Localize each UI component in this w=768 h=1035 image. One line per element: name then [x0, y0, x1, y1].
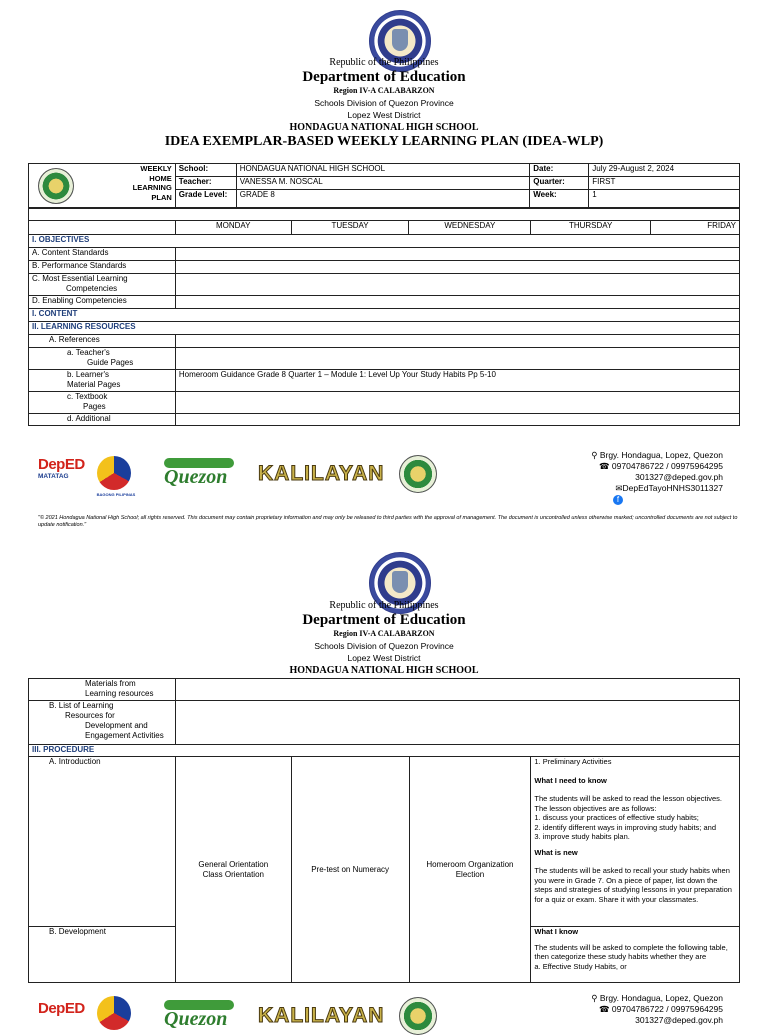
division-line: Schools Division of Quezon Province — [314, 98, 454, 108]
deped-quezon-logo: Quezon — [162, 458, 236, 492]
location-pin-icon: ⚲ — [591, 450, 600, 460]
division-line-page2: Schools Division of Quezon Province — [314, 641, 454, 651]
quarter-value: FIRST — [589, 177, 740, 190]
republic-line: Republic of the Philippines — [329, 57, 439, 68]
deped-logo-page2: DepED — [38, 1000, 85, 1017]
grade-label: Grade Level: — [175, 190, 236, 208]
day-thursday: THURSDAY — [531, 221, 651, 235]
mail-icon: ✉ — [615, 483, 623, 493]
teacher-value: VANESSA M. NOSCAL — [236, 177, 530, 190]
day-header-blank — [29, 221, 176, 235]
phone-icon-page2: ☎ — [598, 1004, 612, 1014]
hnhs-seal — [399, 455, 437, 493]
phone-icon: ☎ — [598, 461, 612, 471]
grade-value: GRADE 8 — [236, 190, 530, 208]
day-wednesday: WEDNESDAY — [409, 221, 531, 235]
disclaimer-text: "© 2021 Hondagua National High School; all rights reserved. This document may contain proprietary information and may only be released to third parties with the approval of management. The document is uncontrolled unless otherwise marked; uncontrolled documents are not subject to update notification." — [38, 515, 738, 528]
wednesday-activity: Homeroom Organization Election — [409, 757, 531, 983]
wlp-info-table — [28, 163, 740, 208]
hnhs-seal-page2 — [399, 997, 437, 1035]
melc-label: C. Most Essential Learning Competencies — [29, 274, 176, 296]
location-pin-icon-page2: ⚲ — [591, 993, 600, 1003]
wlp-procedure-table — [28, 678, 740, 983]
list-resources-label: B. List of Learning Resources for Development and Engagement Activities — [29, 701, 176, 745]
procedure-heading: III. PROCEDURE — [29, 745, 740, 757]
bagong-pilipinas-logo-page2 — [97, 996, 131, 1030]
district-line-page2: Lopez West District — [347, 653, 421, 663]
day-tuesday: TUESDAY — [291, 221, 409, 235]
development-activities: What I know The students will be asked to complete the following table, then categorize these study habits whether they are a. Effective Study Habits, or — [531, 927, 740, 983]
region-line-page2: Region IV-A CALABARZON — [333, 629, 435, 638]
region-line: Region IV-A CALABARZON — [333, 86, 435, 95]
wlp-plan-table — [28, 208, 740, 426]
quarter-label: Quarter: — [530, 177, 589, 190]
republic-line-page2: Republic of the Philippines — [329, 600, 439, 611]
learners-material-value: Homeroom Guidance Grade 8 Quarter 1 – Module 1: Level Up Your Study Habits Pp 5-10 — [175, 370, 739, 392]
school-line: HONDAGUA NATIONAL HIGH SCHOOL — [289, 122, 479, 133]
deped-matatag-logo: DepED MATATAG — [38, 456, 85, 480]
day-friday: FRIDAY — [651, 221, 740, 235]
objectives-heading: I. OBJECTIVES — [29, 235, 740, 248]
week-label: Week: — [530, 190, 589, 208]
development-label: B. Development — [29, 927, 176, 983]
teachers-guide-label: a. Teacher's Guide Pages — [29, 348, 176, 370]
blank-row — [29, 209, 740, 221]
kalilayan-logo: KALILAYAN — [258, 462, 385, 485]
school-label: School: — [175, 164, 236, 177]
tuesday-activity: Pre-test on Numeracy — [291, 757, 409, 983]
enabling-competencies-label: D. Enabling Competencies — [29, 296, 176, 309]
day-monday: MONDAY — [175, 221, 291, 235]
week-value: 1 — [589, 190, 740, 208]
references-label: A. References — [29, 335, 176, 348]
need-to-know-heading: What I need to know — [534, 775, 607, 785]
district-line: Lopez West District — [347, 110, 421, 120]
what-i-know-heading: What I know — [534, 927, 579, 936]
deped-quezon-logo-page2: Quezon — [162, 1000, 236, 1024]
content-standards-label: A. Content Standards — [29, 248, 176, 261]
date-value: July 29-August 2, 2024 — [589, 164, 740, 177]
introduction-label: A. Introduction — [29, 757, 176, 927]
contact-block-page2: ⚲ Brgy. Hondagua, Lopez, Quezon ☎ 09704786722 / 09975964295 301327@deped.gov.ph — [591, 993, 723, 1025]
plan-title: IDEA EXEMPLAR-BASED WEEKLY LEARNING PLAN (IDEA-WLP) — [164, 134, 604, 149]
additional-label: d. Additional — [29, 414, 176, 426]
weekly-plan-label: WEEKLY HOME LEARNING PLAN — [29, 164, 176, 208]
what-is-new-heading: What is new — [534, 847, 578, 857]
bagong-pilipinas-logo: BAGONG PILIPINAS — [93, 456, 139, 498]
department-title: Department of Education — [302, 69, 466, 85]
contact-block: ⚲ Brgy. Hondagua, Lopez, Quezon ☎ 09704786722 / 09975964295 301327@deped.gov.ph ✉DepEdTayoHNHS3011327 f — [591, 450, 723, 504]
materials-label: Materials from Learning resources — [29, 679, 176, 701]
performance-standards-label: B. Performance Standards — [29, 261, 176, 274]
learners-material-label: b. Learner's Material Pages — [29, 370, 176, 392]
content-heading: I. CONTENT — [29, 309, 740, 322]
teacher-label: Teacher: — [175, 177, 236, 190]
school-value: HONDAGUA NATIONAL HIGH SCHOOL — [236, 164, 530, 177]
monday-activity: General Orientation Class Orientation — [175, 757, 291, 983]
department-title-page2: Department of Education — [302, 612, 466, 628]
intro-activities: 1. Preliminary Activities What I need to know The students will be asked to read the lesson objectives. The lesson objectives are as follows: 1. discuss your practices of effective study habits; 2. identify different ways in improving study habits; and 3. improve study habits plan. What is new The students will be asked to recall your study habits when you were in Grade 7. On a piece of paper, list down the steps and strategies of studying lessons in your preparation for a quiz or exam. Share it with your classmates. — [531, 757, 740, 927]
school-line-page2: HONDAGUA NATIONAL HIGH SCHOOL — [289, 665, 479, 676]
textbook-label: c. Textbook Pages — [29, 392, 176, 414]
facebook-icon[interactable]: f — [613, 495, 623, 505]
date-label: Date: — [530, 164, 589, 177]
learning-resources-heading: II. LEARNING RESOURCES — [29, 322, 740, 335]
kalilayan-logo-page2: KALILAYAN — [258, 1004, 385, 1027]
